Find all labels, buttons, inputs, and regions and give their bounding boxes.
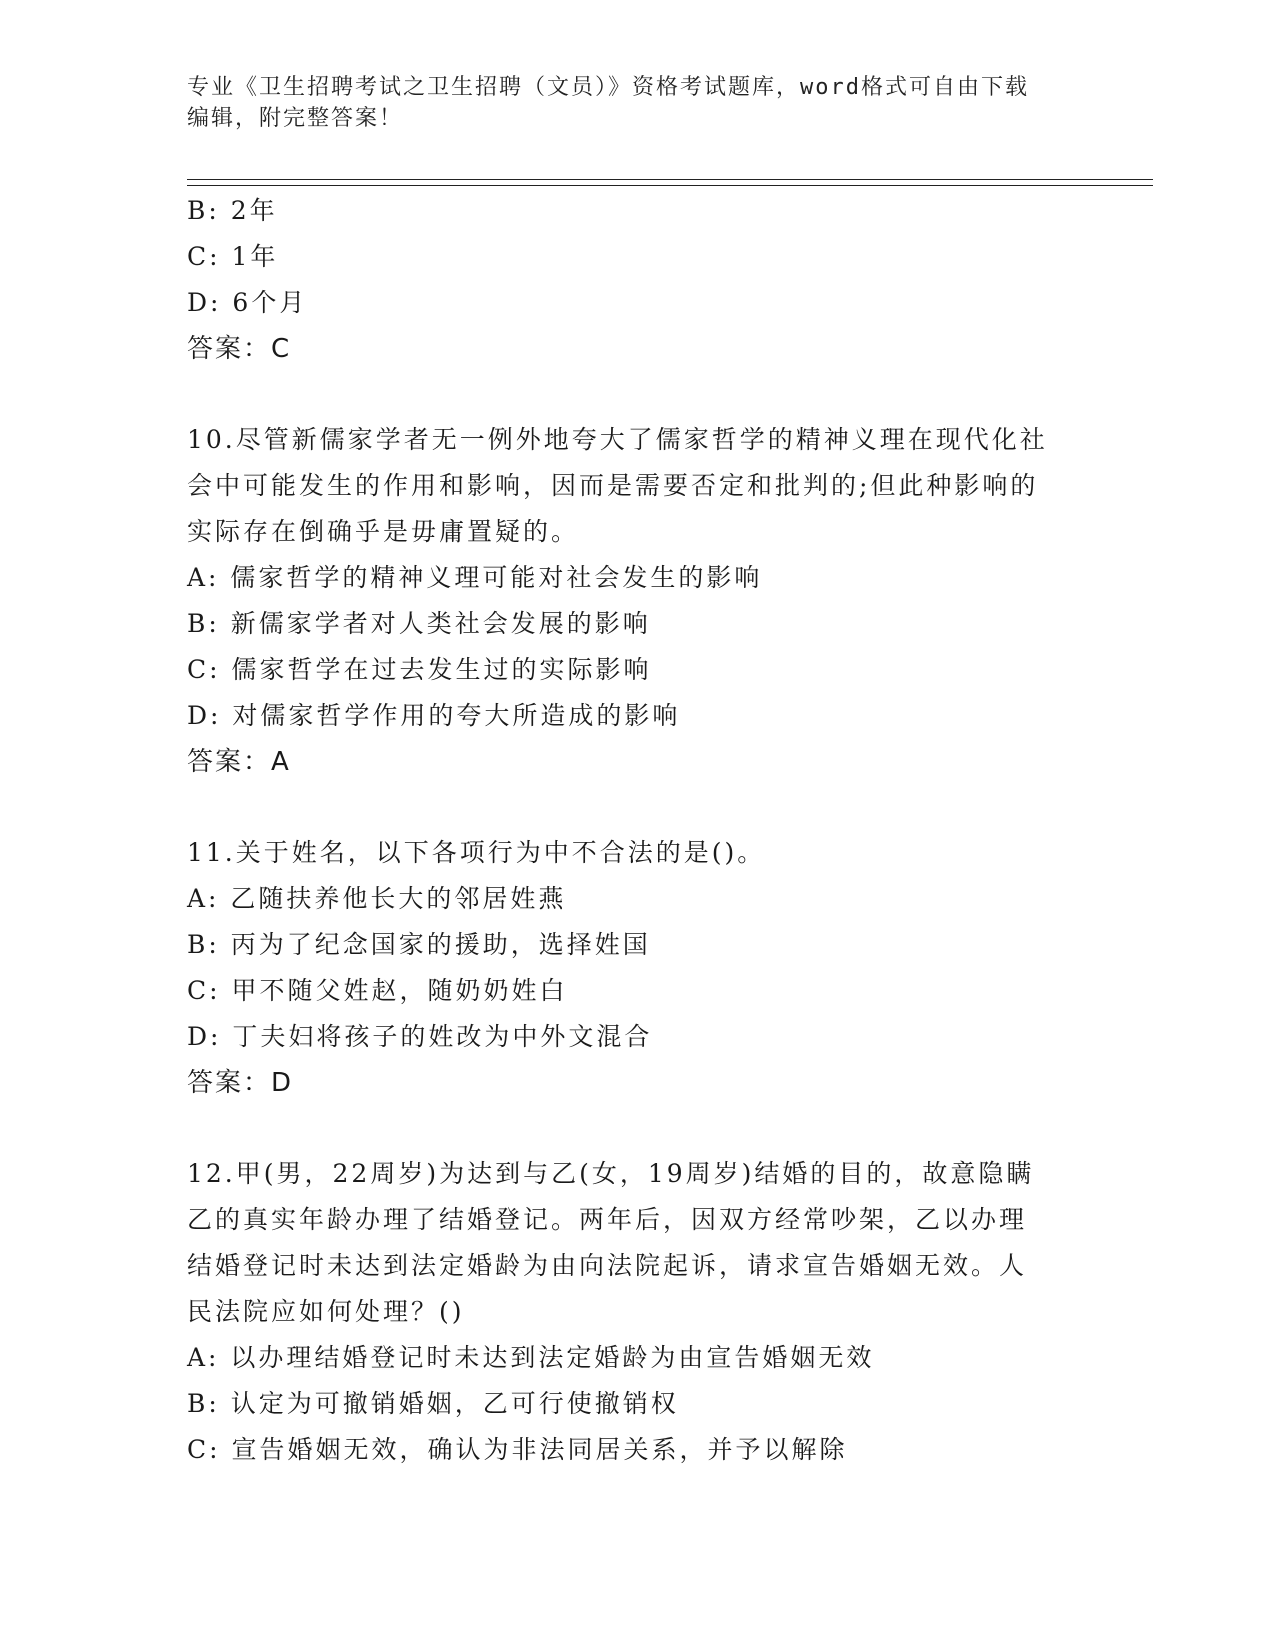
option-b: B: 2年 (187, 196, 278, 225)
spacer (187, 372, 1087, 417)
option-b: B: 认定为可撤销婚姻，乙可行使撤销权 (187, 1389, 679, 1418)
spacer (187, 1106, 1087, 1151)
answer-line: 答案：D (187, 1068, 294, 1098)
question-stem-line: 民法院应如何处理？() (187, 1297, 465, 1326)
option-c: C: 儒家哲学在过去发生过的实际影响 (187, 655, 652, 684)
question-stem-line: 乙的真实年龄办理了结婚登记。两年后，因双方经常吵架，乙以办理 (187, 1205, 1028, 1234)
option-b: B: 丙为了纪念国家的援助，选择姓国 (187, 930, 651, 959)
question-11 (187, 830, 1087, 1106)
question-stem-line: 12.甲(男，22周岁)为达到与乙(女，19周岁)结婚的目的，故意隐瞒 (187, 1159, 1035, 1188)
answer-line: 答案：C (187, 334, 292, 364)
header-divider (187, 179, 1153, 186)
question-stem-line: 实际存在倒确乎是毋庸置疑的。 (187, 517, 580, 546)
spacer (187, 785, 1087, 830)
question-10 (187, 417, 1087, 785)
option-a: A: 以办理结婚登记时未达到法定婚龄为由宣告婚姻无效 (187, 1343, 875, 1372)
option-c: C: 宣告婚姻无效，确认为非法同居关系，并予以解除 (187, 1435, 848, 1464)
document-header (187, 72, 1087, 134)
option-c: C: 1年 (187, 242, 279, 271)
question-stem-line: 结婚登记时未达到法定婚龄为由向法院起诉，请求宣告婚姻无效。人 (187, 1251, 1028, 1280)
option-d: D: 6个月 (187, 288, 308, 317)
question-stem-line: 11.关于姓名，以下各项行为中不合法的是()。 (187, 838, 766, 867)
option-a: A: 儒家哲学的精神义理可能对社会发生的影响 (187, 563, 763, 592)
option-d: D: 丁夫妇将孩子的姓改为中外文混合 (187, 1022, 653, 1051)
question-12 (187, 1151, 1087, 1473)
question-stem-line: 会中可能发生的作用和影响，因而是需要否定和批判的;但此种影响的 (187, 471, 1039, 500)
option-d: D: 对儒家哲学作用的夸大所造成的影响 (187, 701, 681, 730)
header-line-2: 编辑，附完整答案！ (187, 106, 404, 131)
question-content (187, 188, 1087, 1473)
answer-line: 答案：A (187, 747, 291, 777)
header-line-1: 专业《卫生招聘考试之卫生招聘（文员）》资格考试题库，word格式可自由下载 (187, 75, 1029, 100)
question-stem-line: 10.尽管新儒家学者无一例外地夸大了儒家哲学的精神义理在现代化社 (187, 425, 1048, 454)
option-a: A: 乙随扶养他长大的邻居姓燕 (187, 884, 567, 913)
option-c: C: 甲不随父姓赵，随奶奶姓白 (187, 976, 568, 1005)
option-b: B: 新儒家学者对人类社会发展的影响 (187, 609, 651, 638)
previous-question-tail (187, 188, 1087, 372)
